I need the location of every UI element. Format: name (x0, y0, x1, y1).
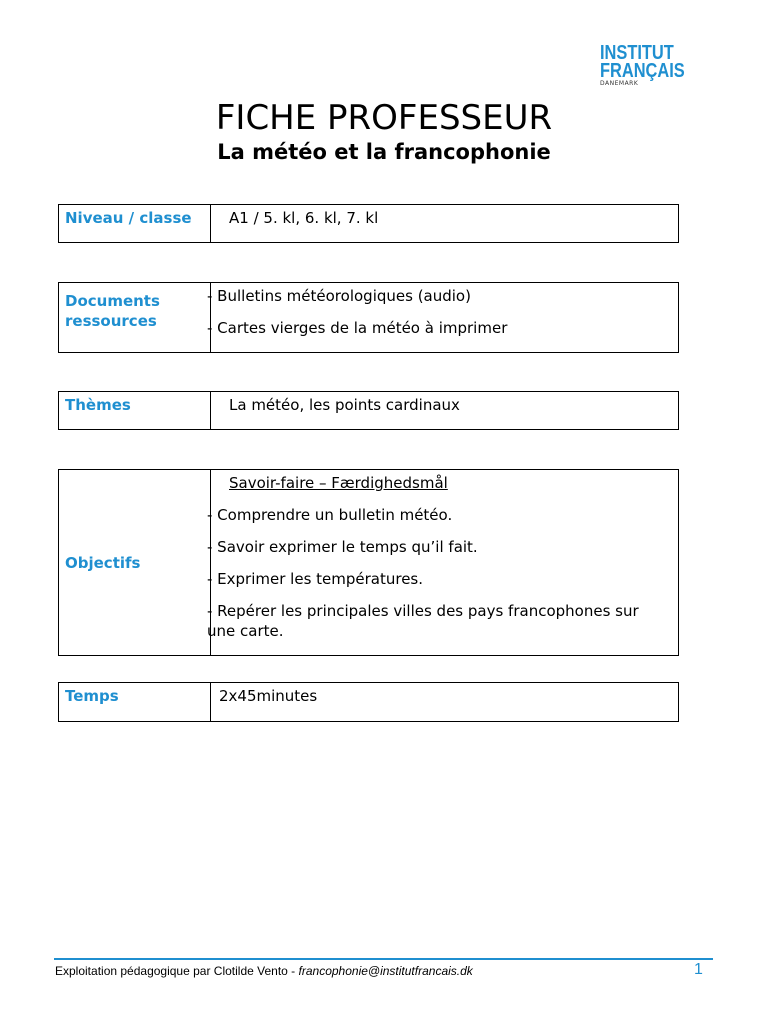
row-themes-value: La météo, les points cardinaux (229, 396, 460, 414)
logo-line-2: FRANÇAIS (600, 60, 685, 82)
row-objectifs-content (207, 470, 678, 655)
footer-email[interactable]: francophonie@institutfrancais.dk (298, 964, 473, 978)
row-niveau-value: A1 / 5. kl, 6. kl, 7. kl (229, 209, 379, 227)
row-documents (58, 282, 679, 353)
page-subtitle: La météo et la francophonie (217, 140, 551, 164)
objectifs-heading: Savoir-faire – Færdighedsmål (229, 474, 448, 492)
row-documents-label-line2: ressources (65, 312, 157, 330)
row-documents-content (207, 283, 678, 352)
row-temps-value: 2x45minutes (219, 687, 318, 705)
row-themes-label: Thèmes (59, 392, 211, 429)
row-niveau-label: Niveau / classe (59, 205, 211, 242)
row-documents-label-line1: Documents (65, 292, 160, 310)
list-item: - Repérer les principales villes des pays francophones sur une carte. (207, 602, 639, 640)
row-temps (58, 682, 679, 722)
list-item: - Cartes vierges de la météo à imprimer (207, 319, 508, 337)
list-item: - Bulletins météorologiques (audio) (207, 287, 471, 305)
row-niveau (58, 204, 679, 243)
page-number: 1 (694, 961, 703, 978)
list-item: - Exprimer les températures. (207, 570, 424, 588)
row-temps-label: Temps (59, 683, 211, 721)
list-item: - Savoir exprimer le temps qu’il fait. (207, 538, 478, 556)
list-item: - Comprendre un bulletin météo. (207, 506, 453, 524)
row-documents-label (59, 283, 211, 352)
institut-francais-logo (600, 44, 690, 88)
footer-author: Exploitation pédagogique par Clotilde Vento - (55, 964, 299, 978)
row-themes (58, 391, 679, 430)
footer-divider (54, 958, 713, 960)
logo-line-3: DANEMARK (600, 80, 639, 87)
footer-credit (55, 963, 473, 979)
row-objectifs (58, 469, 679, 656)
row-objectifs-label: Objectifs (59, 470, 211, 655)
page-title: FICHE PROFESSEUR (215, 98, 553, 138)
logo-line-1: INSTITUT (600, 42, 674, 64)
